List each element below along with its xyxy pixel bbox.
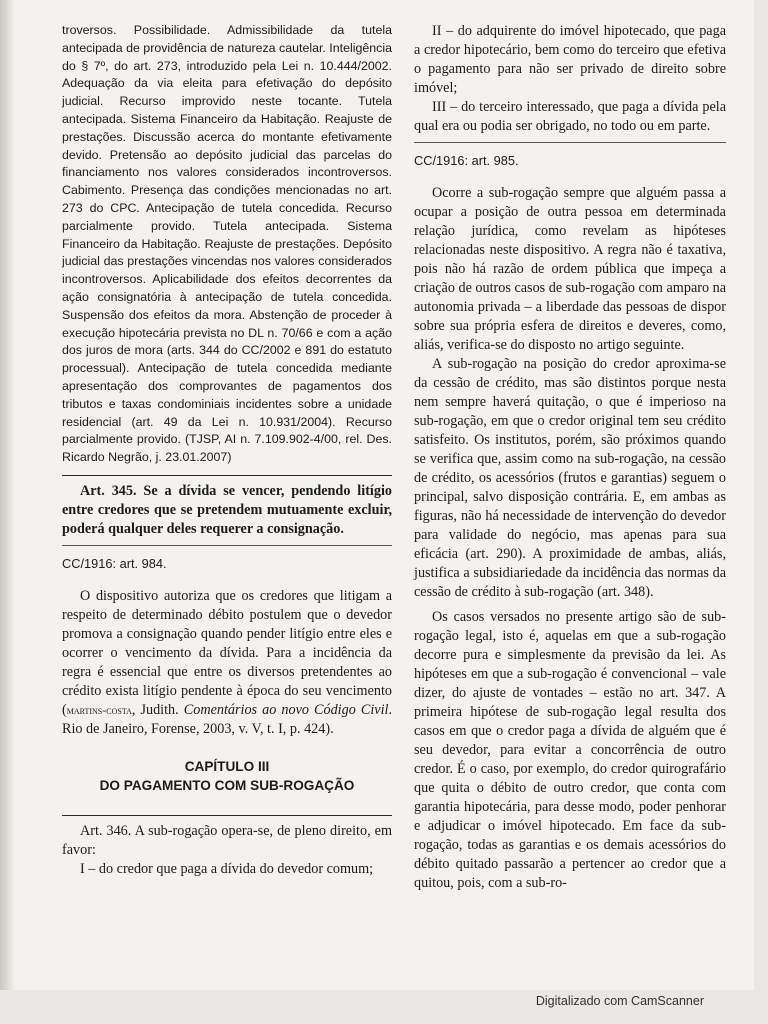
article-346-item-iii: III – do terceiro interessado, que paga a dívida pela qual era ou podia ser obrigado, no todo ou em parte. (414, 99, 726, 134)
article-345-reference: CC/1916: art. 984. (62, 555, 167, 571)
chapter-number: CAPÍTULO III (184, 758, 270, 774)
citation-rest: . Rio de Janeiro, Forense, 2003, v. V, t. I, p. 424). (62, 701, 393, 737)
page-edge-shadow (0, 0, 14, 990)
commentary-paragraph-1: Ocorre a sub-rogação sempre que alguém passa a ocupar a posição de outra pessoa em determinada relação jurídica, como revelam as hipóteses relacionadas neste dispositivo. A regra não é taxativa, pois não há razão de ordem pública que impeça a criação de outros casos de sub-rogação com amparo na autonomia privada – a liberdade das pessoas de dispor sobre sua própria esfera de direitos e deveres, como, aliás, verifica-se do disposto no artigo seguinte. (414, 185, 726, 353)
chapter-heading (62, 757, 392, 795)
commentary-text: O dispositivo autoriza que os credores que litigam a respeito de determinado débito postulem que o devedor promova a consignação quando pender litígio entre eles e ocorrer o vencimento da dívida. Para a incidência da regra é essencial que entre os diversos pretendentes ao crédito exista litígio pendente à época do seu vencimento ( (62, 587, 392, 718)
article-346-reference: CC/1916: art. 985. (414, 153, 519, 168)
divider (62, 545, 392, 546)
author-surname: martins-costa (66, 702, 132, 717)
right-column (414, 22, 726, 893)
article-345-commentary (62, 587, 392, 739)
author-name: , Judith. (131, 701, 184, 718)
article-346-item-ii: II – do adquirente do imóvel hipotecado, que paga a credor hipotecário, bem como do terceiro que efetiva o pagamento para não ser privado de direito sobre imóvel; (414, 23, 726, 96)
scanner-watermark: Digitalizado com CamScanner (535, 994, 704, 1008)
commentary-paragraph-3: Os casos versados no presente artigo são de sub-rogação legal, isto é, aquelas em que a sub-rogação decorre pura e simplesmente da previsão da lei. As hipóteses em que a sub-rogação é convencional – vale dizer, do ajuste de vontades – estão no art. 347. A primeira hipótese de sub-rogação legal resulta dos casos em que o credor paga a dívida de alguém que é seu devedor, para evitar a concorrência de outro credor. É o caso, por exemplo, do credor quirografário que quita o débito de outro credor, que conta com garantia hipotecária, para desse modo, poder penhorar e adjudicar o imóvel hipotecado. Em face da sub-rogação, todas as garantias e os demais acessórios do débito quitado passarão a pertencer ao credor que a quitou, pois, com a sub-ro- (414, 609, 726, 891)
left-column (62, 22, 392, 879)
divider (62, 475, 392, 476)
chapter-title: DO PAGAMENTO COM SUB-ROGAÇÃO (99, 777, 355, 793)
divider (62, 815, 392, 816)
article-346-head: Art. 346. A sub-rogação opera-se, de pleno direito, em favor: (62, 822, 392, 858)
article-346-item-i: I – do credor que paga a dívida do devedor comum; (80, 860, 374, 877)
divider (414, 142, 726, 143)
article-345: Art. 345. Se a dívida se vencer, pendendo litígio entre credores que se pretendem mutuamente excluir, poderá qualquer deles requerer a consignação. (62, 482, 392, 537)
commentary-paragraph-2: A sub-rogação na posição do credor aproxima-se da cessão de crédito, mas são distintos porque nesta nem sempre haverá quitação, o que é imperioso na sub-rogação, em que o credor original tem seu crédito satisfeito. Os institutos, porém, são próximos quando se verifica que, assim como na sub-rogação, na cessão de crédito, os acessórios (frutos e garantias) seguem o principal, salvo disposição contrária. E, em ambas as figuras, não há necessidade de intervenção do devedor para validade do negócio, mas apenas para sua eficácia (art. 290). A proximidade de ambas, aliás, justifica a subsidiariedade da incidência das normas da cessão de crédito à sub-rogação (art. 348). (414, 356, 726, 600)
book-page (14, 0, 754, 990)
book-title: Comentários ao novo Código Civil (183, 701, 389, 718)
jurisprudence-text: troversos. Possibilidade. Admissibilidade da tutela antecipada de providência de natureza cautelar. Inteligência do § 7º, do art. 273, introduzido pela Lei n. 10.444/2002. Adequação da via eleita para efetivação do depósito judicial. Recurso improvido neste tocante. Tutela antecipada. Sistema Financeiro da Habitação. Reajuste de prestações. Discussão acerca do montante efetivamente devido. Pretensão ao depósito judicial das parcelas do financiamento nos valores considerados incontroversos. Cabimento. Presença das condições mencionadas no art. 273 do CPC. Antecipação de tutela concedida. Recurso parcialmente provido. Tutela antecipada. Sistema Financeiro da Habitação. Reajuste de prestações. Depósito judicial das prestações vincendas nos valores considerados incontroversos. Aplicabilidade dos efeitos decorrentes da ação consignatória à antecipação de tutela concedida. Suspensão dos efeitos da mora. Abstenção de proceder à execução hipotecária prevista no DL n. 70/66 e com a ação dos juros de mora (arts. 344 do CC/2002 e 891 do estatuto processual). Antecipação de tutela concedida mediante apresentação dos comprovantes de pagamentos dos tributos e taxas condominiais incidentes sobre a unidade residencial (art. 49 da Lei n. 10.931/2004). Recurso parcialmente provido. (TJSP, AI n. 7.109.902-4/00, rel. Des. Ricardo Negrão, j. 23.01.2007) (62, 23, 392, 465)
